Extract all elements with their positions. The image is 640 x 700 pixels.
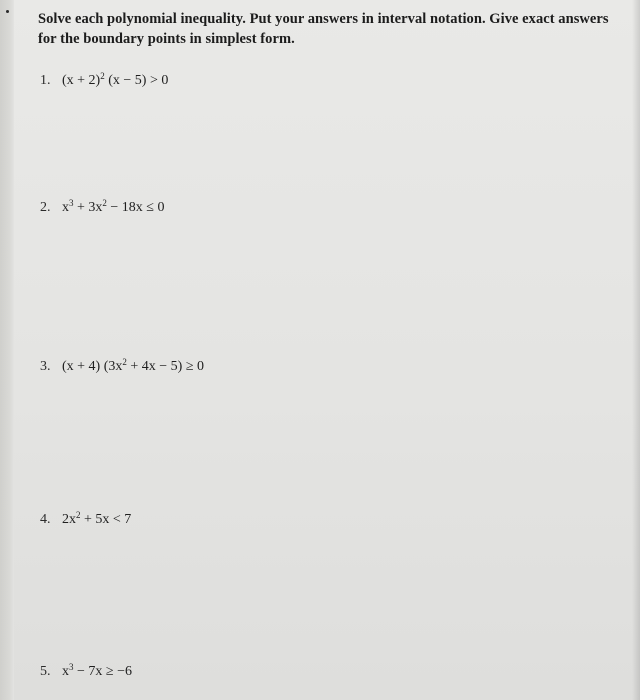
problem-5-number: 5. — [40, 664, 51, 679]
problem-2-expression: $x^3 + 3x^2 - 18x \le 0$ — [62, 198, 165, 215]
edge-mark — [6, 10, 9, 13]
problem-4-number: 4. — [40, 512, 51, 527]
problem-1-number: 1. — [40, 73, 51, 88]
problem-4-expression: $2x^2 + 5x < 7$ — [62, 510, 132, 527]
page-left-edge — [0, 0, 14, 700]
problem-5-expression: $x^3 - 7x \ge -6$ — [62, 662, 132, 679]
page-right-shadow — [632, 0, 640, 700]
problem-2 — [40, 198, 165, 216]
problem-2-number: 2. — [40, 200, 51, 215]
instructions-text: Solve each polynomial inequality. Put your answers in interval notation. Give exact answers for the boundary points in simplest form. — [38, 11, 609, 47]
problem-5 — [40, 662, 132, 680]
problem-1-expression: $(x + 2)^2$ (x − 5) > 0 — [62, 71, 169, 88]
problem-3 — [40, 357, 204, 375]
problem-4 — [40, 510, 131, 528]
problem-3-expression: (x + 4) $(3x^2 + 4x - 5) \ge 0$ — [62, 357, 205, 374]
problem-1 — [40, 71, 168, 89]
problem-3-number: 3. — [40, 359, 51, 374]
